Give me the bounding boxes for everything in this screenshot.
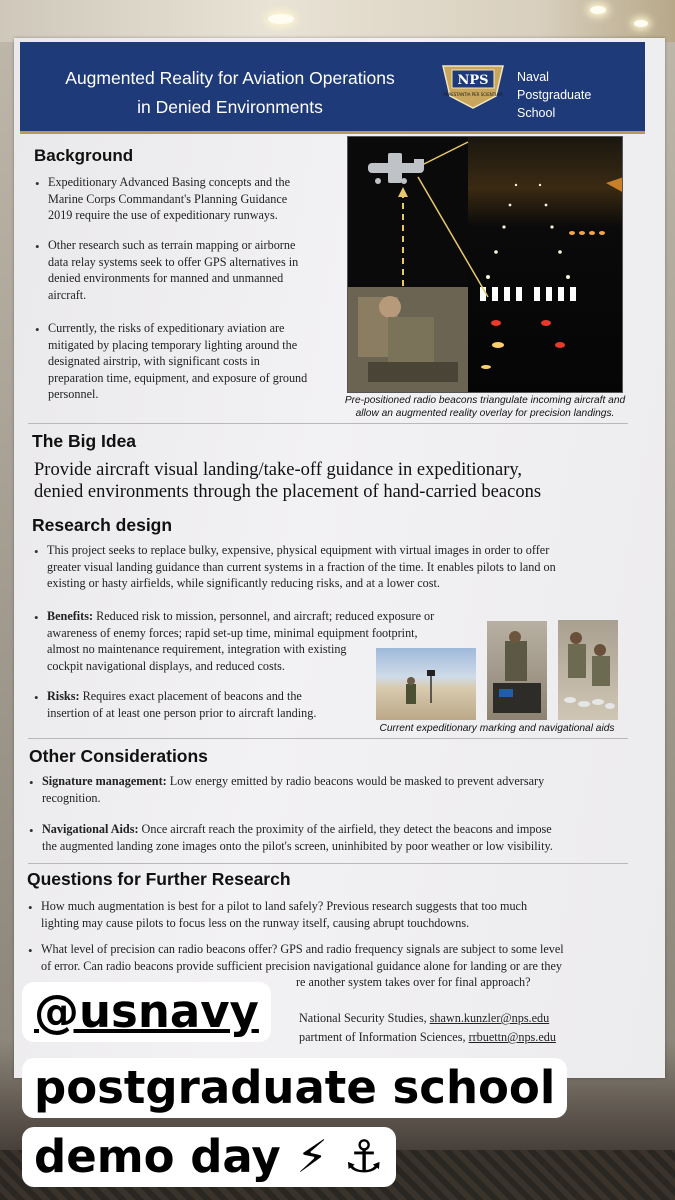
- text-line: almost no maintenance requirement, integration with existing: [47, 642, 347, 656]
- divider: [28, 738, 628, 739]
- text-line: designated airstrip, with significant costs in: [48, 354, 260, 368]
- bullet-dot: •: [35, 322, 40, 337]
- nps-seal-icon: [438, 56, 508, 110]
- text-line: Currently, the risks of expeditionary aviation are: [48, 321, 285, 335]
- background-bullet-1: [48, 174, 348, 224]
- text-line: What level of precision can radio beacons offer? GPS and radio frequency signals are subject to some level: [41, 942, 564, 956]
- contact-line-1: [299, 1010, 659, 1027]
- school-name: [517, 68, 591, 122]
- question-1: [41, 898, 651, 931]
- section-heading-questions: Questions for Further Research: [27, 869, 291, 889]
- runway-caption: [342, 394, 628, 420]
- text-line: How much augmentation is best for a pilot to land safely? Previous research suggests that too much: [41, 899, 528, 913]
- divider: [28, 863, 628, 864]
- contact-line-2: [299, 1029, 659, 1046]
- text-line: Other research such as terrain mapping or airborne: [48, 238, 296, 252]
- risks-label: Risks:: [47, 689, 80, 703]
- section-heading-background: Background: [34, 146, 134, 165]
- big-idea-statement: [34, 459, 634, 503]
- title-line: Augmented Reality for Aviation Operations: [65, 68, 395, 88]
- school-name-line: School: [517, 106, 556, 120]
- text-line: Marine Corps Commandant's Planning Guidance: [48, 191, 288, 206]
- text-line: of error. Can radio beacons provide sufficient precision navigational guidance alone for landing or are they: [41, 958, 562, 973]
- text-line: awareness of enemy forces; rapid set-up time, minimal equipment footprint,: [47, 625, 418, 640]
- text-line: greater visual landing guidance than current systems in a fraction of the time. It enables pilots to land on: [47, 559, 556, 574]
- marines-scene: [558, 620, 618, 720]
- ceiling-light: [268, 14, 294, 24]
- equipment-scene: [487, 621, 547, 720]
- story-text-handle[interactable]: [22, 982, 271, 1042]
- seal-motto: PRAESTANTIA PER SCIENTIAM: [443, 92, 503, 97]
- ceiling-light: [590, 6, 606, 14]
- field-photo-marines: [558, 620, 618, 720]
- text-line: Requires exact placement of beacons and the: [79, 689, 302, 703]
- contact-text: partment of Information Sciences,: [299, 1030, 469, 1044]
- bullet-dot: •: [29, 775, 34, 790]
- bullet-dot: •: [34, 610, 39, 625]
- text-line: Reduced risk to mission, personnel, and aircraft; reduced exposure or: [93, 609, 435, 623]
- navigational-aids-bullet: [42, 821, 652, 854]
- nav-aids-label: Navigational Aids:: [42, 822, 139, 836]
- text-line: Expeditionary Advanced Basing concepts and the: [48, 175, 290, 189]
- benefits-label: Benefits:: [47, 609, 94, 623]
- text-line: insertion of at least one person prior to aircraft landing.: [47, 705, 317, 720]
- section-heading-big-idea: The Big Idea: [32, 431, 137, 451]
- text-line: recognition.: [42, 790, 101, 805]
- bullet-dot: •: [28, 943, 33, 958]
- story-text-line-2: postgraduate school: [22, 1058, 567, 1118]
- bullet-dot: •: [35, 239, 40, 254]
- field-photo-desert: [376, 648, 476, 720]
- poster-banner: [20, 42, 645, 134]
- text-line: preparation time, equipment, and exposure of ground: [48, 370, 308, 385]
- statement-line: Provide aircraft visual landing/take-off guidance in expeditionary,: [34, 460, 523, 480]
- risks-bullet: [47, 688, 377, 721]
- text-line: cockpit navigational displays, and reduced costs.: [47, 658, 285, 673]
- signature-bullet: [42, 773, 642, 806]
- research-poster: [14, 38, 665, 1078]
- text-line: existing or hasty airfields, while significantly reducing risks, and at a lower cost.: [47, 576, 440, 590]
- desert-scene: [376, 648, 476, 720]
- usnavy-mention-link[interactable]: @usnavy: [34, 985, 259, 1038]
- bullet-dot: •: [29, 823, 34, 838]
- background-bullet-3: [48, 320, 348, 403]
- background-bullet-2: [48, 237, 348, 303]
- text-line: denied environments for manned and unmanned: [48, 271, 284, 285]
- ceiling-light: [634, 20, 648, 27]
- text-line: lighting may cause pilots to focus less on the runway itself, causing abrupt touchdowns.: [41, 915, 470, 930]
- bullet-dot: •: [34, 544, 39, 559]
- text-line: personnel.: [48, 387, 99, 401]
- runway-overlay-image: [347, 136, 623, 393]
- nav-aids-caption: Current expeditionary marking and navigational aids: [379, 723, 615, 734]
- contact-email-link[interactable]: rrbuettn@nps.edu: [468, 1030, 556, 1044]
- contact-text: National Security Studies,: [299, 1011, 430, 1025]
- story-text-line-3: demo day ⚡ ⚓: [22, 1127, 396, 1187]
- contact-email-link[interactable]: shawn.kunzler@nps.edu: [429, 1011, 550, 1025]
- section-heading-other-considerations: Other Considerations: [29, 746, 208, 766]
- statement-line: denied environments through the placement of hand-carried beacons: [34, 482, 542, 502]
- text-line: aircraft.: [48, 287, 87, 302]
- caption-line: allow an augmented reality overlay for precision landings.: [355, 408, 615, 419]
- text-line: 2019 require the use of expeditionary runways.: [48, 208, 278, 222]
- signature-label: Signature management:: [42, 774, 167, 788]
- text-line: the augmented landing zone images onto the pilot's screen, uninhibited by poor weather or low visibility.: [42, 838, 553, 853]
- text-line: data relay systems seek to offer GPS alternatives in: [48, 254, 299, 269]
- ceiling: [0, 0, 675, 42]
- bullet-dot: •: [34, 690, 39, 705]
- bullet-dot: •: [35, 176, 40, 191]
- title-line: in Denied Environments: [137, 97, 323, 117]
- text-line: mitigated by placing temporary lighting around the: [48, 337, 298, 352]
- school-name-line: Naval: [517, 70, 549, 84]
- runway-illustration: [348, 137, 623, 393]
- seal-text: NPS: [457, 73, 489, 88]
- poster-title: [40, 64, 420, 122]
- divider: [28, 423, 628, 424]
- research-paragraph: [47, 542, 647, 592]
- school-name-line: Postgraduate: [517, 88, 592, 102]
- text-line: Low energy emitted by radio beacons would be masked to prevent adversary: [166, 774, 545, 788]
- text-line: re another system takes over for final approach?: [296, 975, 531, 989]
- section-heading-research-design: Research design: [32, 515, 173, 535]
- text-line: Once aircraft reach the proximity of the airfield, they detect the beacons and impose: [138, 822, 552, 836]
- text-line: This project seeks to replace bulky, expensive, physical equipment with virtual images in order to offer: [47, 543, 550, 557]
- caption-line: Pre-positioned radio beacons triangulate incoming aircraft and: [344, 395, 626, 406]
- bullet-dot: •: [28, 900, 33, 915]
- field-photo-equipment: [487, 621, 547, 720]
